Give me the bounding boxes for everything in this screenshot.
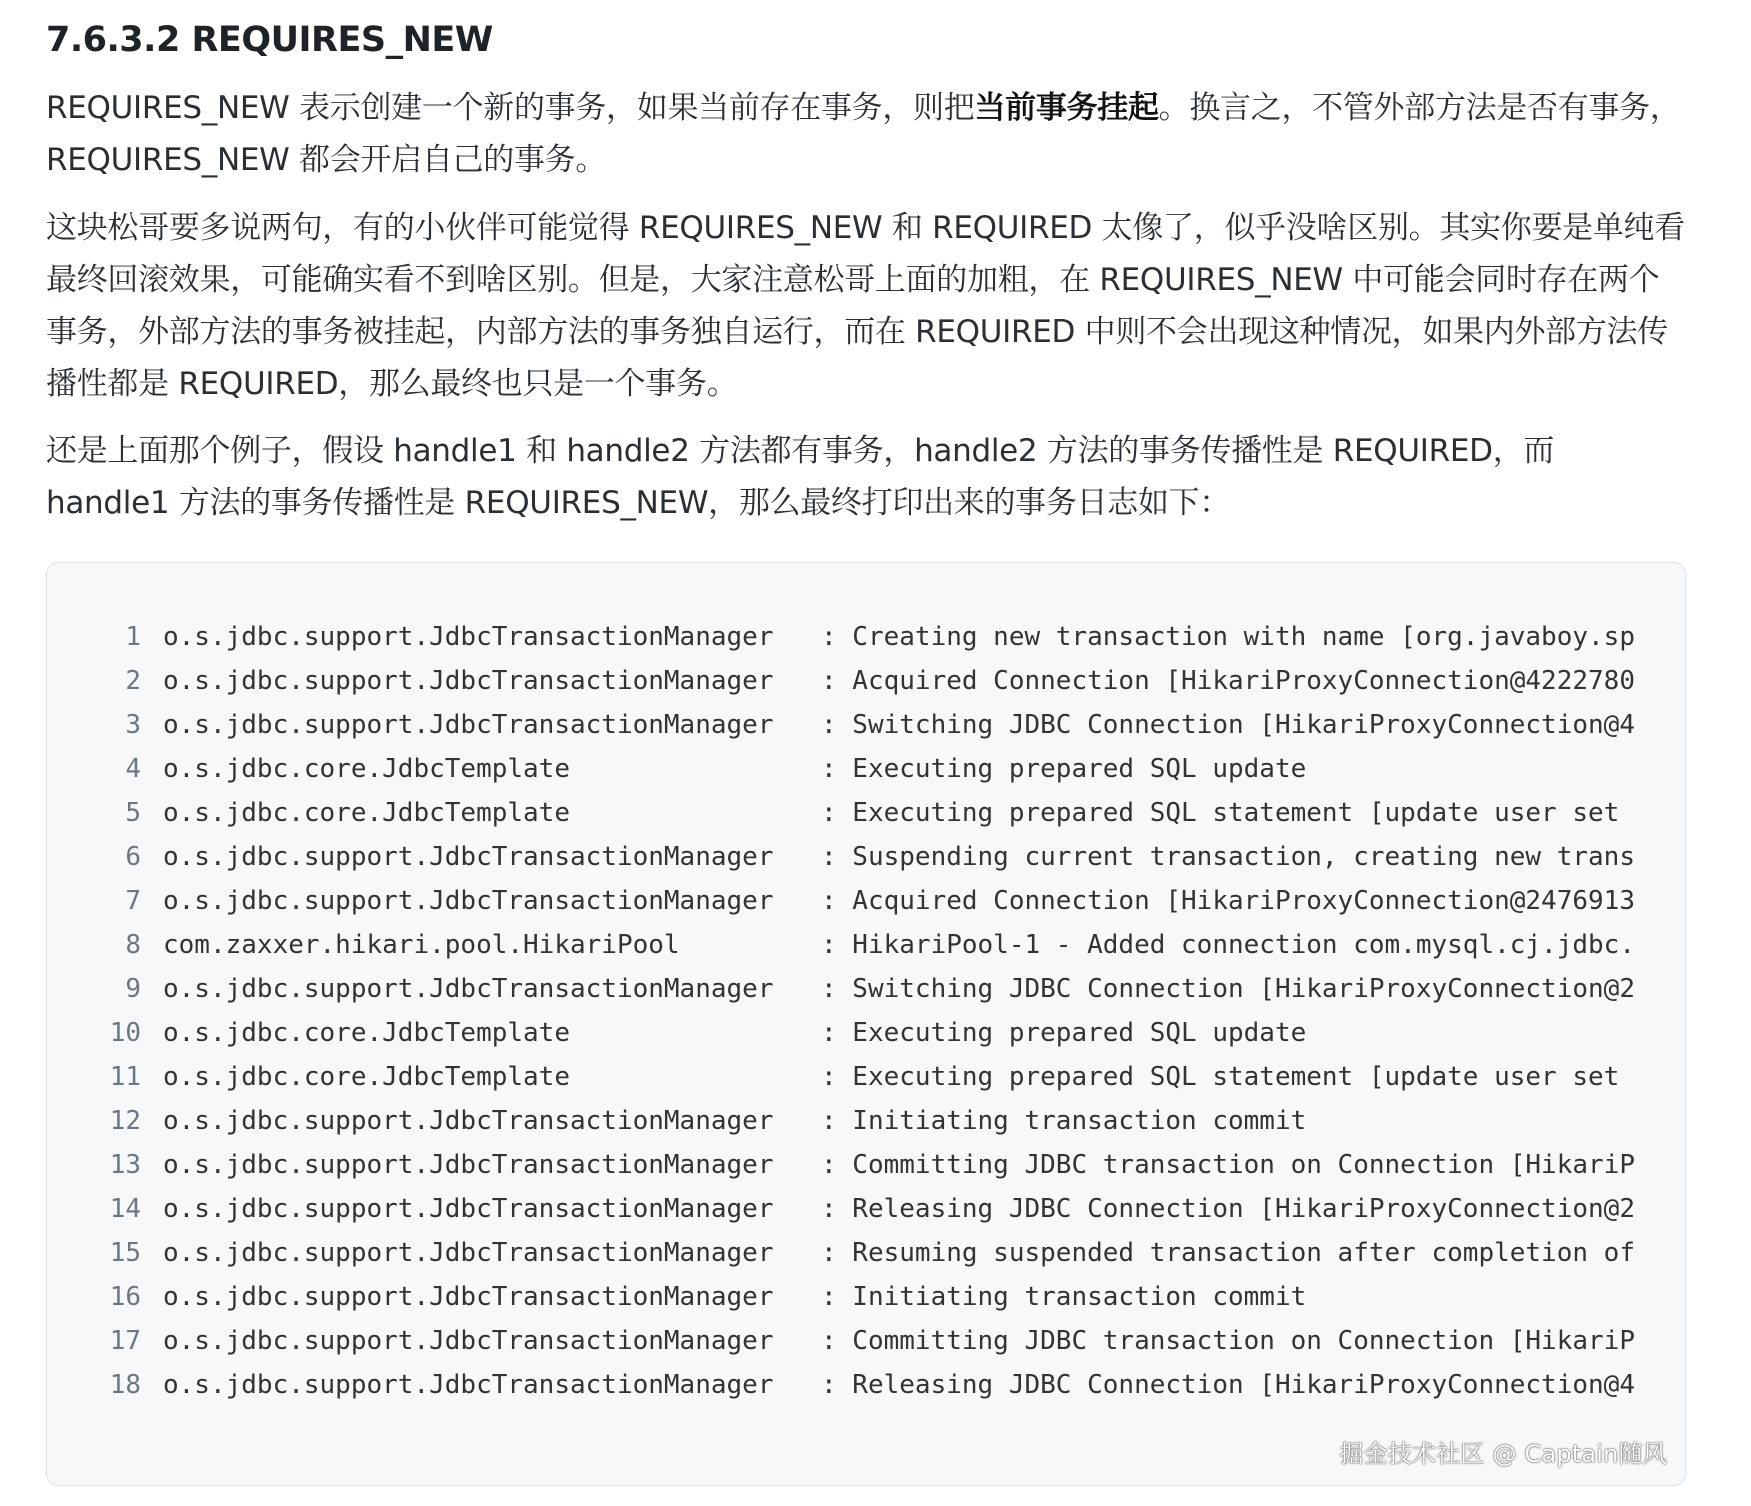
log-message: : Executing prepared SQL update <box>821 754 1307 784</box>
paragraph1-bold-text: 当前事务挂起 <box>974 90 1159 126</box>
code-line <box>47 1011 1647 1055</box>
line-number: 16 <box>109 1282 141 1312</box>
code-line <box>47 791 1647 835</box>
code-line <box>47 1319 1647 1363</box>
line-number: 9 <box>125 974 141 1004</box>
line-number: 11 <box>109 1062 141 1092</box>
paragraph-requires-new-definition <box>46 82 1686 186</box>
line-number: 8 <box>125 930 141 960</box>
logger-class: o.s.jdbc.support.JdbcTransactionManager <box>163 1238 774 1268</box>
line-number: 13 <box>109 1150 141 1180</box>
paragraph1-text-after: 。换言之，不管外部方法是否有事务，REQUIRES_NEW 都会开启自己的事务。 <box>46 90 1681 178</box>
code-line <box>47 615 1647 659</box>
log-message: : Executing prepared SQL statement [update user set <box>821 1062 1620 1092</box>
logger-class: o.s.jdbc.support.JdbcTransactionManager <box>163 974 774 1004</box>
log-message: : Releasing JDBC Connection [HikariProxyConnection@2 <box>821 1194 1635 1224</box>
log-message: : Releasing JDBC Connection [HikariProxyConnection@4 <box>821 1370 1635 1400</box>
logger-class: o.s.jdbc.support.JdbcTransactionManager <box>163 1370 774 1400</box>
logger-class: o.s.jdbc.support.JdbcTransactionManager <box>163 842 774 872</box>
section-heading: 7.6.3.2 REQUIRES_NEW <box>46 20 493 60</box>
line-number: 2 <box>125 666 141 696</box>
line-number: 12 <box>109 1106 141 1136</box>
logger-class: o.s.jdbc.core.JdbcTemplate <box>163 798 570 828</box>
log-message: : Switching JDBC Connection [HikariProxyConnection@2 <box>821 974 1635 1004</box>
code-line <box>47 923 1647 967</box>
code-line <box>47 1231 1647 1275</box>
line-number: 7 <box>125 886 141 916</box>
code-line <box>47 879 1647 923</box>
code-line <box>47 1055 1647 1099</box>
logger-class: o.s.jdbc.support.JdbcTransactionManager <box>163 622 774 652</box>
line-number: 3 <box>125 710 141 740</box>
line-number: 1 <box>125 622 141 652</box>
line-number: 6 <box>125 842 141 872</box>
code-line <box>47 659 1647 703</box>
line-number: 17 <box>109 1326 141 1356</box>
logger-class: com.zaxxer.hikari.pool.HikariPool <box>163 930 680 960</box>
log-message: : Creating new transaction with name [org.javaboy.sp <box>821 622 1635 652</box>
log-message: : Committing JDBC transaction on Connection [HikariP <box>821 1150 1635 1180</box>
logger-class: o.s.jdbc.support.JdbcTransactionManager <box>163 1282 774 1312</box>
code-lines <box>47 615 1647 1407</box>
line-number: 15 <box>109 1238 141 1268</box>
log-message: : Resuming suspended transaction after completion of <box>821 1238 1635 1268</box>
log-message: : Acquired Connection [HikariProxyConnection@4222780 <box>821 666 1635 696</box>
code-line <box>47 1275 1647 1319</box>
line-number: 18 <box>109 1370 141 1400</box>
logger-class: o.s.jdbc.support.JdbcTransactionManager <box>163 666 774 696</box>
logger-class: o.s.jdbc.core.JdbcTemplate <box>163 754 570 784</box>
logger-class: o.s.jdbc.support.JdbcTransactionManager <box>163 886 774 916</box>
article <box>46 0 1686 521</box>
logger-class: o.s.jdbc.support.JdbcTransactionManager <box>163 710 774 740</box>
logger-class: o.s.jdbc.support.JdbcTransactionManager <box>163 1194 774 1224</box>
code-line <box>47 747 1647 791</box>
paragraph1-text-before: REQUIRES_NEW 表示创建一个新的事务，如果当前存在事务，则把 <box>46 90 975 126</box>
log-message: : Committing JDBC transaction on Connection [HikariP <box>821 1326 1635 1356</box>
log-message: : Initiating transaction commit <box>821 1106 1307 1136</box>
log-message: : Executing prepared SQL statement [update user set <box>821 798 1620 828</box>
log-message: : Executing prepared SQL update <box>821 1018 1307 1048</box>
line-number: 5 <box>125 798 141 828</box>
code-block[interactable] <box>46 562 1686 1486</box>
log-message: : Initiating transaction commit <box>821 1282 1307 1312</box>
log-message: : HikariPool-1 - Added connection com.mysql.cj.jdbc. <box>821 930 1635 960</box>
log-message: : Acquired Connection [HikariProxyConnection@2476913 <box>821 886 1635 916</box>
logger-class: o.s.jdbc.support.JdbcTransactionManager <box>163 1106 774 1136</box>
logger-class: o.s.jdbc.core.JdbcTemplate <box>163 1062 570 1092</box>
logger-class: o.s.jdbc.support.JdbcTransactionManager <box>163 1326 774 1356</box>
code-line <box>47 1099 1647 1143</box>
logger-class: o.s.jdbc.support.JdbcTransactionManager <box>163 1150 774 1180</box>
log-message: : Switching JDBC Connection [HikariProxyConnection@4 <box>821 710 1635 740</box>
watermark-text: 掘金技术社区 @ Captain随风 <box>1339 1440 1667 1468</box>
log-message: : Suspending current transaction, creating new trans <box>821 842 1635 872</box>
code-line <box>47 1363 1647 1407</box>
code-line <box>47 1187 1647 1231</box>
line-number: 14 <box>109 1194 141 1224</box>
code-line <box>47 967 1647 1011</box>
paragraph-example-intro: 还是上面那个例子，假设 handle1 和 handle2 方法都有事务，handle2 方法的事务传播性是 REQUIRED，而 handle1 方法的事务传播性是 REQUIRES_NEW，那么最终打印出来的事务日志如下： <box>46 433 1555 521</box>
code-line <box>47 1143 1647 1187</box>
paragraph-comparison: 这块松哥要多说两句，有的小伙伴可能觉得 REQUIRES_NEW 和 REQUIRED 太像了，似乎没啥区别。其实你要是单纯看最终回滚效果，可能确实看不到啥区别。但是，大家注意松哥上面的加粗，在 REQUIRES_NEW 中可能会同时存在两个事务，外部方法的事务被挂起，内部方法的事务独自运行，而在 REQUIRED 中则不会出现这种情况，如果内外部方法传播性都是 REQUIRED，那么最终也只是一个事务。 <box>46 210 1685 402</box>
line-number: 4 <box>125 754 141 784</box>
code-line <box>47 835 1647 879</box>
logger-class: o.s.jdbc.core.JdbcTemplate <box>163 1018 570 1048</box>
code-line <box>47 703 1647 747</box>
line-number: 10 <box>109 1018 141 1048</box>
